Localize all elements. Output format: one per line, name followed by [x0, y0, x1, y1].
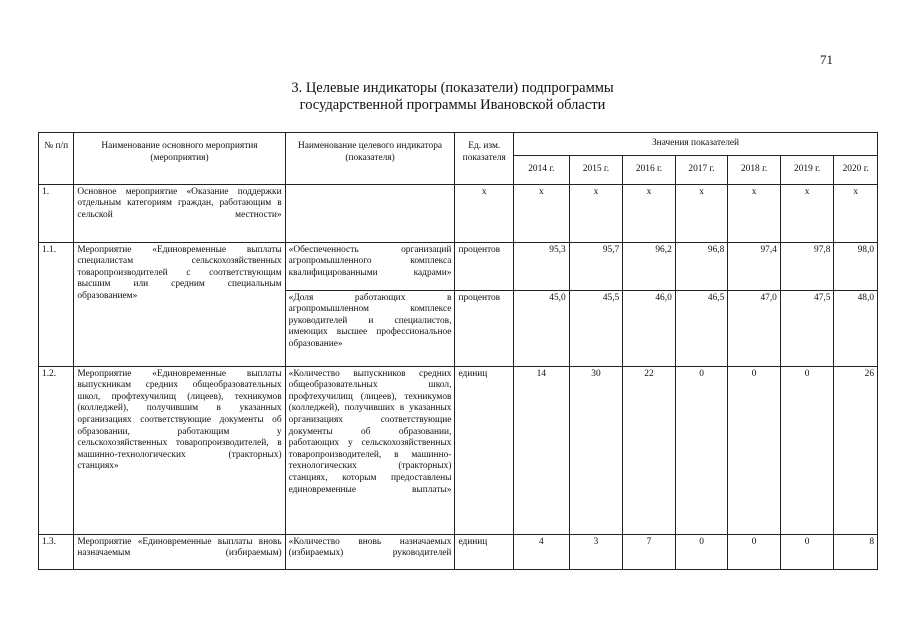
- row-value: 95,7: [569, 242, 623, 290]
- row-value: 46,5: [675, 290, 728, 366]
- table-row: [39, 242, 878, 290]
- row-indicator: «Количество вновь назначаемых (избираемых) руководителей: [285, 534, 455, 569]
- row-indicator: [285, 184, 455, 242]
- indicators-table: [38, 132, 878, 570]
- table-row: [39, 366, 878, 534]
- row-value: 46,0: [623, 290, 676, 366]
- row-value: 47,5: [780, 290, 834, 366]
- row-event: Мероприятие «Единовременные выплаты выпускникам средних общеобразовательных школ, профтехучилищ (лицеев), техникумов (колледжей), получившим в указанных организациях соответствующие документы об образовании, работающим у сельскохозяйственных товаропроизводителей, в машинно-технологических (тракторных) станциях»: [74, 366, 285, 534]
- header-year-2016: 2016 г.: [623, 155, 676, 184]
- row-value: 0: [728, 366, 781, 534]
- header-values: Значения показателей: [514, 133, 878, 156]
- row-value: 7: [623, 534, 676, 569]
- row-num: 1.1.: [39, 242, 74, 366]
- row-value: 48,0: [834, 290, 878, 366]
- row-value: 47,0: [728, 290, 781, 366]
- row-value: 45,5: [569, 290, 623, 366]
- row-unit: единиц: [455, 534, 514, 569]
- title-line-2: государственной программы Ивановской области: [299, 97, 606, 113]
- row-value: 26: [834, 366, 878, 534]
- row-value: 30: [569, 366, 623, 534]
- row-event: Основное мероприятие «Оказание поддержки отдельным категориям граждан, работающим в сельской местности»: [74, 184, 285, 242]
- header-year-2018: 2018 г.: [728, 155, 781, 184]
- header-event: Наименование основного мероприятия (мероприятия): [74, 133, 285, 185]
- row-value: 97,4: [728, 242, 781, 290]
- row-value: х: [569, 184, 623, 242]
- row-num: 1.2.: [39, 366, 74, 534]
- row-value: 0: [780, 366, 834, 534]
- row-value: 96,8: [675, 242, 728, 290]
- row-value: х: [514, 184, 570, 242]
- row-value: 0: [728, 534, 781, 569]
- row-value: х: [834, 184, 878, 242]
- row-num: 1.: [39, 184, 74, 242]
- table-row: [39, 534, 878, 569]
- header-year-2017: 2017 г.: [675, 155, 728, 184]
- row-unit: процентов: [455, 242, 514, 290]
- row-value: 8: [834, 534, 878, 569]
- row-value: х: [675, 184, 728, 242]
- row-value: 4: [514, 534, 570, 569]
- row-event: Мероприятие «Единовременные выплаты специалистам сельскохозяйственных товаропроизводителей с соответствующим высшим или средним специальным образованием»: [74, 242, 285, 366]
- header-indicator: Наименование целевого индикатора (показателя): [285, 133, 455, 185]
- title-line-1: 3. Целевые индикаторы (показатели) подпрограммы: [291, 80, 614, 96]
- row-value: х: [623, 184, 676, 242]
- page-number: 71: [820, 52, 833, 67]
- row-value: 0: [675, 366, 728, 534]
- row-value: 95,3: [514, 242, 570, 290]
- header-year-2020: 2020 г.: [834, 155, 878, 184]
- row-value: 45,0: [514, 290, 570, 366]
- row-value: х: [728, 184, 781, 242]
- row-value: 22: [623, 366, 676, 534]
- row-value: 0: [780, 534, 834, 569]
- row-value: 14: [514, 366, 570, 534]
- header-year-2014: 2014 г.: [514, 155, 570, 184]
- row-indicator: «Количество выпускников средних общеобразовательных школ, профтехучилищ (лицеев), техникумов (колледжей), получивших в указанных организациях соответствующие документы об образовании, работающих у сельскохозяйственных товаропроизводителей, в машинно-технологических (тракторных) станциях, которым предоставлены единовременные выплаты»: [285, 366, 455, 534]
- table-row: [39, 184, 878, 242]
- header-unit: Ед. изм. показателя: [455, 133, 514, 185]
- row-value: 97,8: [780, 242, 834, 290]
- row-value: 96,2: [623, 242, 676, 290]
- header-num: № п/п: [39, 133, 74, 185]
- row-unit: х: [455, 184, 514, 242]
- header-year-2015: 2015 г.: [569, 155, 623, 184]
- document-title: [0, 80, 905, 114]
- header-row: [39, 133, 878, 156]
- row-value: 98,0: [834, 242, 878, 290]
- row-num: 1.3.: [39, 534, 74, 569]
- row-indicator: «Доля работающих в агропромышленном комплексе руководителей и специалистов, имеющих высшее профессиональное образование»: [285, 290, 455, 366]
- row-event: Мероприятие «Единовременные выплаты вновь назначаемым (избираемым): [74, 534, 285, 569]
- row-unit: единиц: [455, 366, 514, 534]
- row-unit: процентов: [455, 290, 514, 366]
- row-value: 0: [675, 534, 728, 569]
- row-indicator: «Обеспеченность организаций агропромышленного комплекса квалифицированными кадрами»: [285, 242, 455, 290]
- row-value: х: [780, 184, 834, 242]
- row-value: 3: [569, 534, 623, 569]
- header-year-2019: 2019 г.: [780, 155, 834, 184]
